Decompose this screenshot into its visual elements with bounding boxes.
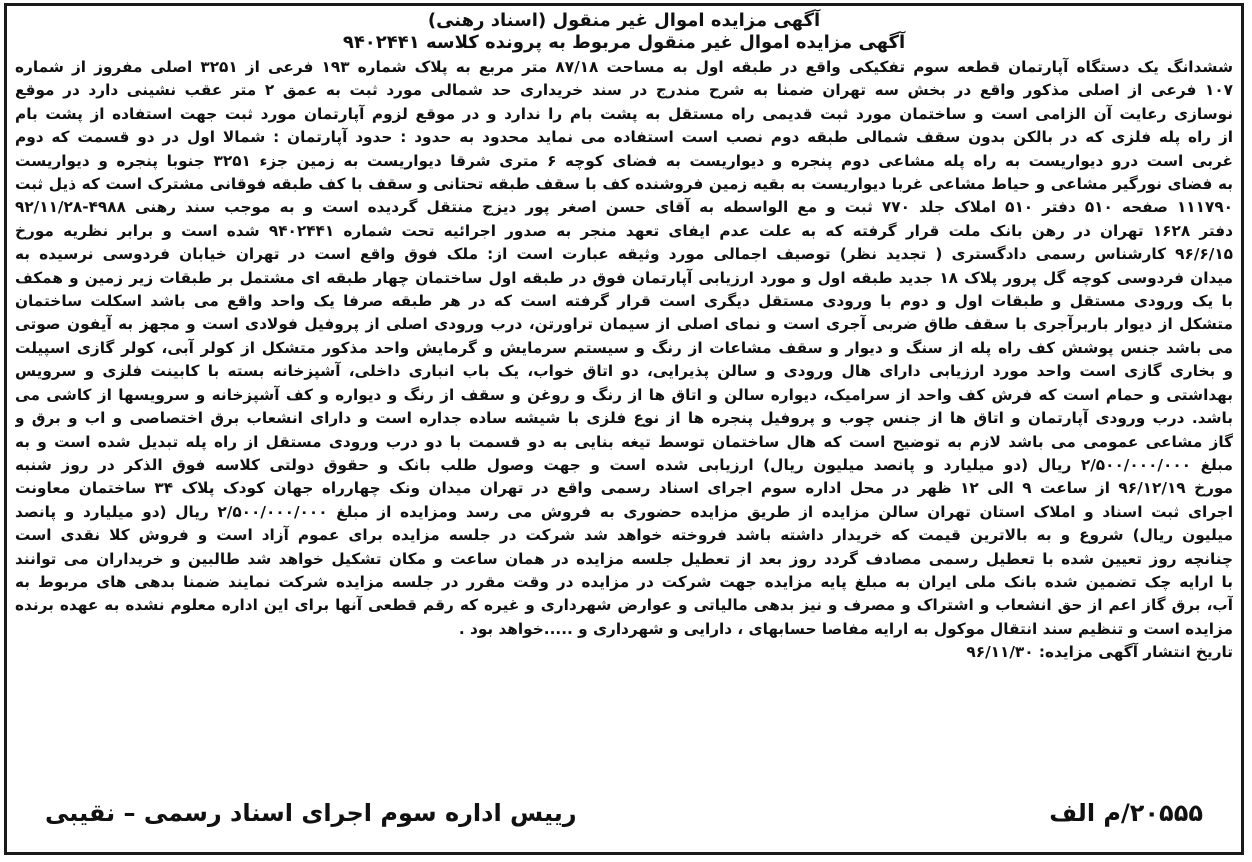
body-line: متشکل از دیوار باربرآجری با سقف طاق ضربی آجری است و نمای اصلی از سیمان تراورتن، درب ورودی اصلی از پروفیل فولادی است و مجهز به آیفون صوتی bbox=[15, 315, 1233, 334]
notice-title: آگهی مزایده اموال غیر منقول (اسناد رهنی) bbox=[427, 10, 821, 31]
body-line: ۹۶/۶/۱۵ کارشناس رسمی دادگستری ( تجدید نظر) توصیف اجمالی مورد وثیقه عبارت است از: ملک فوق واقع است در تهران خیابان فردوسی نرسیده به bbox=[15, 245, 1233, 264]
signature: رییس اداره سوم اجرای اسناد رسمی – نقیبی bbox=[45, 799, 577, 827]
notice-footer bbox=[15, 796, 1233, 830]
body-line: از راه پله فلزی که در بالکن بدون سقف شمالی طبقه دوم نصب است استفاده می نماید محدود به حدود : حدود آپارتمان : شمالا اول در دو قسمت که دوم bbox=[15, 128, 1233, 147]
body-line: آب، برق گاز اعم از حق انشعاب و اشتراک و مصرف و نیز بدهی مالیاتی و عوارض شهرداری و غیره که رقم قطعی آنها برای این اداره معلوم نشده به عهده برنده bbox=[15, 596, 1233, 615]
body-line: نوسازی رعایت آن الزامی است و ساختمان مورد ثبت قدیمی راه مستقل به پشت بام را ندارد و در موقع لزوم آپارتمان مورد ثبت جهت استفاده از پشت بام bbox=[15, 104, 1233, 123]
body-line: میدان فردوسی کوچه گل پرور پلاک ۱۸ جدید طبقه اول و مورد ارزیابی آپارتمان فوق در طبقه اول ساختمان چهار طبقه ای مشتمل بر طبقات زیر زمین و همکف bbox=[15, 268, 1233, 287]
publication-date: تاریخ انتشار آگهی مزایده: ۹۶/۱۱/۳۰ bbox=[966, 643, 1233, 662]
notice-body bbox=[15, 56, 1233, 641]
body-line: و بخاری گازی است واحد مورد ارزیابی دارای هال ورودی و سالن پذیرایی، دو اتاق خواب، یک باب انباری داخلی، آشپزخانه بسته با کابینت فلزی و سرویس bbox=[15, 362, 1233, 381]
body-line: با ارایه چک تضمین شده بانک ملی ایران به مبلغ پایه مزایده جهت شرکت در مزایده در وقت مقرر در جلسه مزایده شرکت نمایند ضمنا بدهی های مربوط به bbox=[15, 572, 1233, 591]
body-line: غربی است درو دیواریست به راه پله مشاعی دوم پنجره و دیواریست به فضای کوچه ۶ متری شرقا دیواریست به زمین جزء ۳۲۵۱ جنوبا پنجره و دیواریست bbox=[15, 151, 1233, 170]
body-line: به فضای نورگیر مشاعی و حیاط مشاعی غربا دیواریست به بقیه زمین فروشنده کف با سقف طبقه تحتانی و سقف با کف طبقه فوقانی مشترک است که ذیل ثبت bbox=[15, 175, 1233, 194]
body-line: مورخ ۹۶/۱۲/۱۹ از ساعت ۹ الی ۱۲ ظهر در محل اداره سوم اجرای اسناد رسمی واقع در تهران میدان ونک چهارراه جهان کودک پلاک ۳۴ ساختمان معاونت bbox=[15, 479, 1233, 498]
body-line: اجرای ثبت اسناد و املاک استان تهران سالن مزایده از طریق مزایده حضوری به فروش می رسد ومزایده از مبلغ ۲/۵۰۰/۰۰۰/۰۰۰ ریال (دو میلیارد و پانصد bbox=[15, 502, 1233, 521]
notice-content bbox=[15, 10, 1233, 848]
body-line: چنانچه روز تعیین شده با تعطیل رسمی مصادف گردد روز بعد از تعطیل جلسه مزایده در همان ساعت و مکان تشکیل خواهد شد طالبین و خریداران می توانند bbox=[15, 549, 1233, 568]
body-line: بهداشتی و حمام است که فرش کف واحد از سرامیک، دیواره سالن و اتاق ها از رنگ و روغن و سقف از رنگ و دیواره و کف آشپزخانه و سرویسها از کاشی می bbox=[15, 385, 1233, 404]
notice-frame bbox=[4, 3, 1244, 855]
body-line: می باشد جنس پوشش کف راه پله از سنگ و دیوار و سقف مشاعات از رنگ و سیستم سرمایش و گرمایش واحد مذکور متشکل از کولر آبی، کولر گازی اسپیلت bbox=[15, 338, 1233, 357]
body-line: ششدانگ یک دستگاه آپارتمان قطعه سوم تفکیکی واقع در طبقه اول به مساحت ۸۷/۱۸ متر مربع به پلاک شماره ۱۹۳ فرعی از ۳۲۵۱ اصلی مفروز از شماره bbox=[15, 58, 1233, 76]
body-line: دفتر ۱۶۲۸ تهران در رهن بانک ملت قرار گرفته که به علت عدم ایفای تعهد منجر به صدور اجرائیه تحت شماره ۹۴۰۲۴۴۱ شده است و برابر نظریه مورخ bbox=[15, 221, 1233, 240]
body-line: با یک ورودی مستقل و طبقات اول و دوم با ورودی مستقل دیگری است قرار گرفته است که در هر طبقه صرفا یک واحد واقع می باشد اسکلت ساختمان bbox=[15, 292, 1233, 311]
body-line: ۱۰۷ فرعی از اصلی مذکور واقع در بخش سه تهران ضمنا به شرح مندرج در سند خریداری حد شمالی مورد ثبت به عمق ۲ متر عقب نشینی دارد در موقع bbox=[15, 81, 1233, 100]
body-line: باشد. درب ورودی آپارتمان و اتاق ها از جنس چوب و پروفیل پنجره ها از نوع فلزی با شیشه ساده جداره است و دارای انشعاب برق اختصاصی و اب و برق و bbox=[15, 409, 1233, 428]
body-line: ۱۱۱۷۹۰ صفحه ۵۱۰ دفتر ۵۱۰ املاک جلد ۷۷۰ ثبت و مع الواسطه به آقای حسن اصغر پور دیزج منتقل گردیده است و به موجب سند رهنی ۴۹۸۸-۹۲/۱۱/۲۸ bbox=[15, 198, 1233, 217]
notice-code: ۲۰۵۵۵/م الف bbox=[1049, 799, 1203, 827]
body-line: گاز مشاعی عمومی می باشد لازم به توضیح است که هال ساختمان توسط تیغه بنایی به دو قسمت با دو درب ورودی مستقل از راه پله تبدیل شده است و به bbox=[15, 432, 1233, 451]
body-line: مزایده است و تنظیم سند انتقال موکول به ارایه مفاصا حسابهای ، دارایی و شهرداری و .....خواهد بود . bbox=[458, 619, 1233, 638]
body-line: میلیون ریال) شروع و به بالاترین قیمت که خریدار داشته باشد فروخته خواهد شد شرکت در جلسه مزایده برای عموم آزاد است و فروش کلا نقدی است bbox=[15, 526, 1233, 545]
body-line: مبلغ ۲/۵۰۰/۰۰۰/۰۰۰ ریال (دو میلیارد و پانصد میلیون ریال) ارزیابی شده است و جهت وصول طلب بانک و حقوق دولتی کلاسه فوق الذکر در روز شنبه bbox=[15, 455, 1233, 474]
notice-subtitle: آگهی مزایده اموال غیر منقول مربوط به پرونده کلاسه ۹۴۰۲۴۴۱ bbox=[342, 32, 906, 53]
